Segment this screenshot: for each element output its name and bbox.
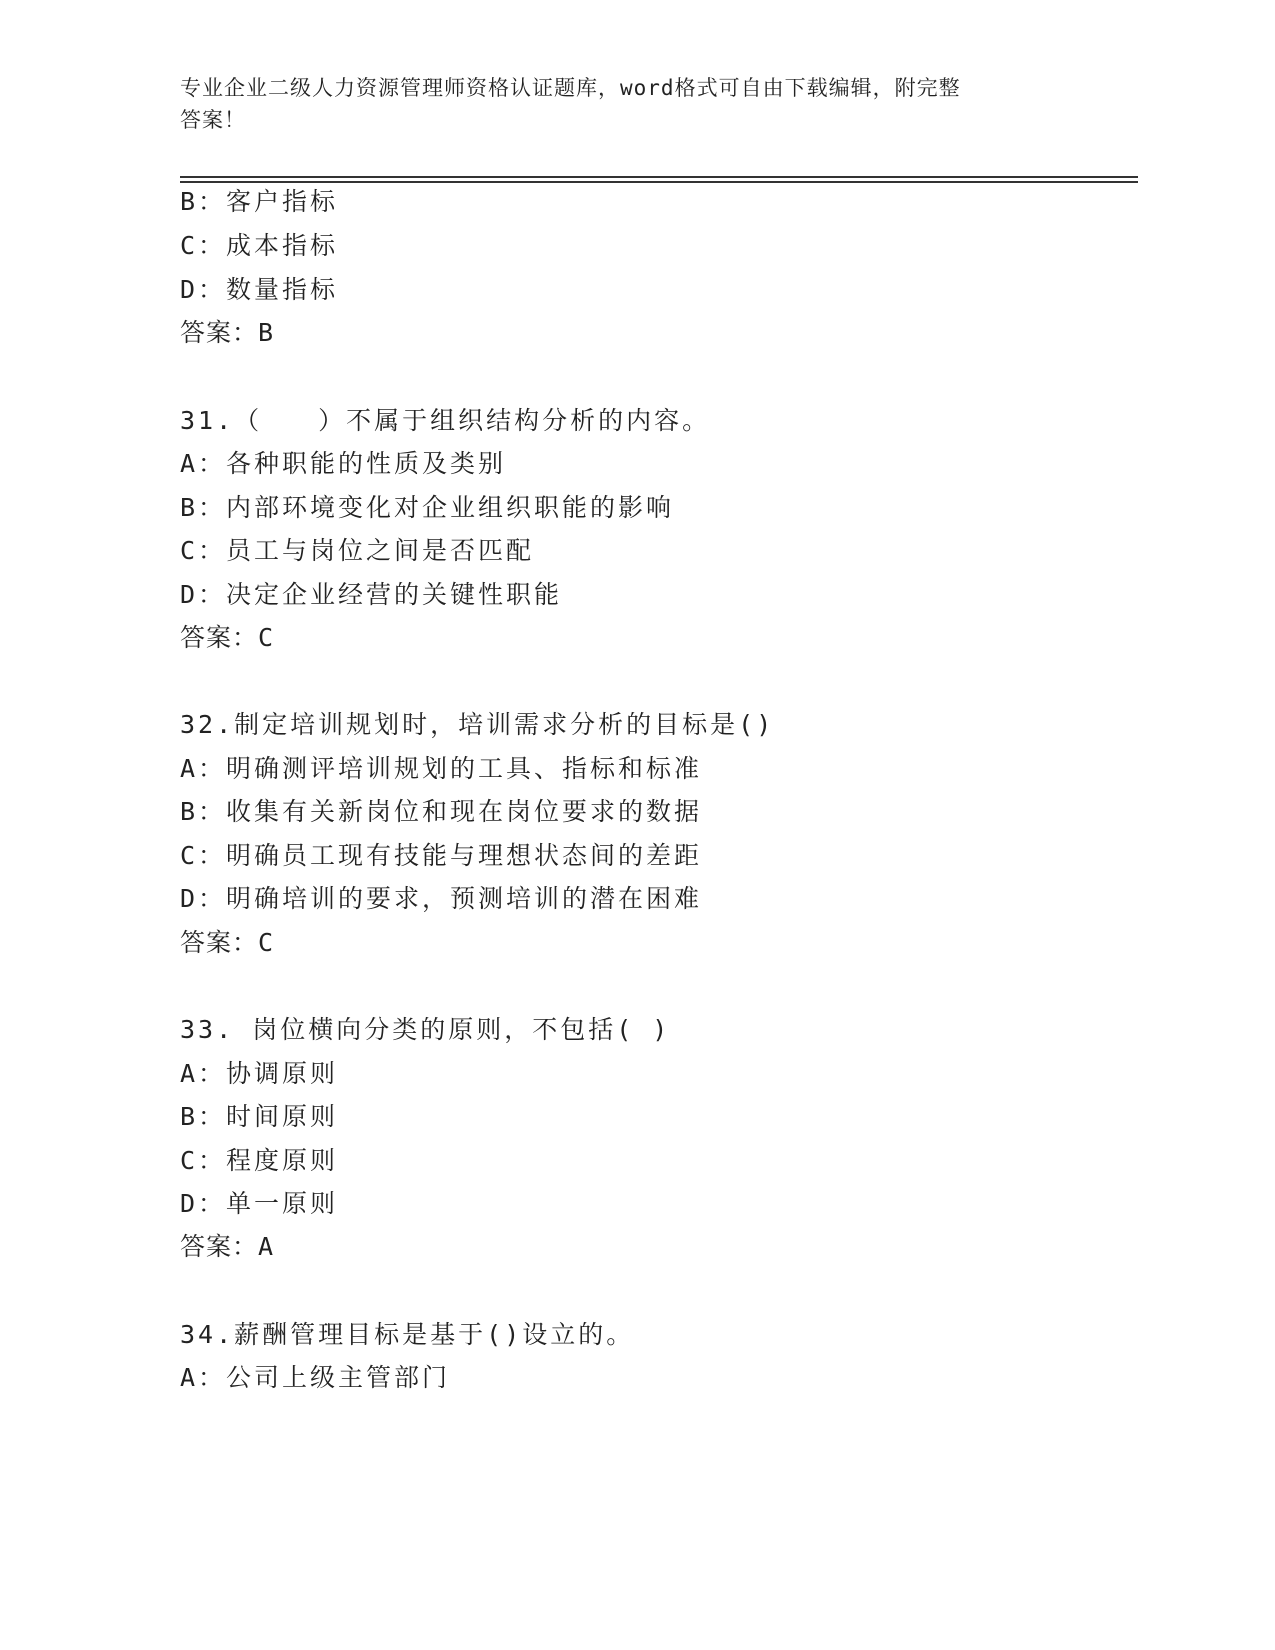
answer-label: 答案： bbox=[180, 1232, 259, 1261]
question-33-stem: 33. 岗位横向分类的原则，不包括( ) bbox=[180, 1015, 671, 1044]
question-34-option-a: A：公司上级主管部门 bbox=[180, 1363, 451, 1392]
question-33-option-a: A：协调原则 bbox=[180, 1059, 339, 1088]
header-line-1: 专业企业二级人力资源管理师资格认证题库，word格式可自由下载编辑，附完整 bbox=[180, 76, 961, 100]
question-31-option-d: D：决定企业经营的关键性职能 bbox=[180, 580, 563, 609]
question-32-option-b: B：收集有关新岗位和现在岗位要求的数据 bbox=[180, 797, 703, 826]
header-line-2: 答案！ bbox=[180, 108, 246, 132]
question-33-option-c: C：程度原则 bbox=[180, 1146, 339, 1175]
answer-label: 答案： bbox=[180, 928, 259, 957]
question-31-answer bbox=[180, 621, 274, 655]
document-header bbox=[180, 72, 1060, 136]
answer-value: B bbox=[258, 318, 275, 347]
question-31-option-c: C：员工与岗位之间是否匹配 bbox=[180, 536, 535, 565]
option-b: B：客户指标 bbox=[180, 187, 339, 216]
question-32-option-a: A：明确测评培训规划的工具、指标和标准 bbox=[180, 754, 703, 783]
option-c: C：成本指标 bbox=[180, 231, 339, 260]
question-32-stem: 32.制定培训规划时，培训需求分析的目标是() bbox=[180, 710, 775, 739]
question-32-answer bbox=[180, 926, 274, 960]
question-31-stem: 31.（ ）不属于组织结构分析的内容。 bbox=[180, 406, 711, 435]
header-divider-bottom bbox=[180, 181, 1138, 183]
answer-value: A bbox=[258, 1232, 275, 1261]
answer-line bbox=[180, 316, 274, 350]
answer-value: C bbox=[258, 623, 275, 652]
question-33-option-d: D：单一原则 bbox=[180, 1189, 339, 1218]
answer-label: 答案： bbox=[180, 623, 259, 652]
answer-label: 答案： bbox=[180, 318, 259, 347]
question-33-option-b: B：时间原则 bbox=[180, 1102, 339, 1131]
option-d: D：数量指标 bbox=[180, 275, 339, 304]
answer-value: C bbox=[258, 928, 275, 957]
question-32-option-d: D：明确培训的要求，预测培训的潜在困难 bbox=[180, 884, 703, 913]
question-34-stem: 34.薪酬管理目标是基于()设立的。 bbox=[180, 1320, 635, 1349]
question-32-option-c: C：明确员工现有技能与理想状态间的差距 bbox=[180, 841, 703, 870]
question-31-option-b: B：内部环境变化对企业组织职能的影响 bbox=[180, 493, 675, 522]
header-divider-top bbox=[180, 176, 1138, 178]
question-31-option-a: A：各种职能的性质及类别 bbox=[180, 449, 507, 478]
question-33-answer bbox=[180, 1230, 274, 1264]
